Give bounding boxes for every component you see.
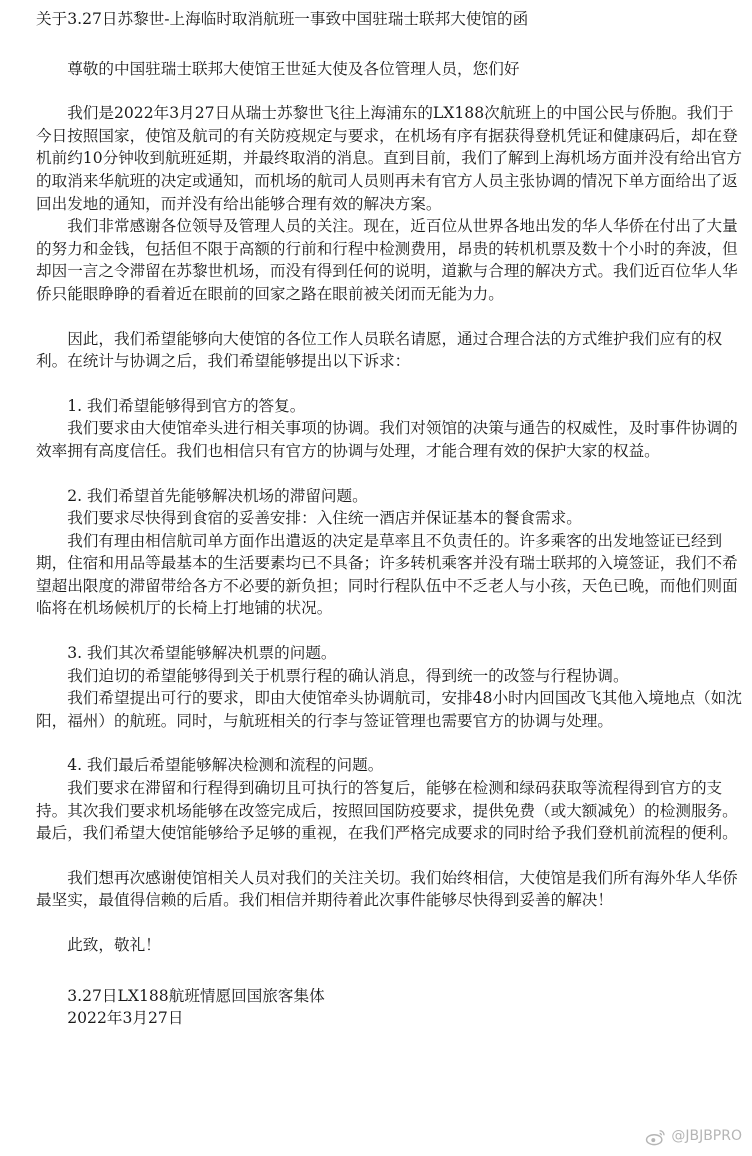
demand-2-heading: 2. 我们希望首先能够解决机场的滞留问题。 [67,486,368,505]
signature-date: 2022年3月27日 [67,1009,184,1028]
demand-1-heading: 1. 我们希望能够得到官方的答复。 [67,396,306,415]
intro-paragraph-1: 我们是2022年3月27日从瑞士苏黎世飞往上海浦东的LX188次航班上的中国公民与侨胞。我们于今日按照国家，使馆及航司的有关防疫规定与要求，在机场有序有据获得登机凭证和健康码后，却在登机前约10分钟收到航班延期，并最终取消的消息。直到目前，我们了解到上海机场方面并没有给出官方的取消来华航班的决定或通知，而机场的航司人员则再未有官方人员主张协调的情况下单方面给出了返回出发地的通知，而并没有给出能够合理有效的解决方案。 [36,104,742,213]
demand-2-paragraph-1: 我们要求尽快得到食宿的妥善安排：入住统一酒店并保证基本的餐食需求。 [67,509,582,528]
demand-3-heading: 3. 我们其次希望能够解决机票的问题。 [67,644,337,663]
watermark [645,1125,742,1148]
closing-regards: 此致，敬礼！ [67,936,161,954]
weibo-logo-icon [645,1128,667,1146]
demand-3-paragraph-1: 我们迫切的希望能够得到关于机票行程的确认消息，得到统一的改签与行程协调。 [67,666,629,685]
signature: 3.27日LX188航班情愿回国旅客集体 [67,986,325,1005]
letter-document [36,8,746,1030]
watermark-text: @JBJBPRO [671,1128,742,1145]
closing-paragraph: 我们想再次感谢使馆相关人员对我们的关注关切。我们始终相信，大使馆是我们所有海外华人华侨最坚实，最值得信赖的后盾。我们相信并期待着此次事件能够尽快得到妥善的解决！ [36,868,738,910]
letter-salutation: 尊敬的中国驻瑞士联邦大使馆王世延大使及各位管理人员，您们好 [67,59,520,78]
request-intro-paragraph: 因此，我们希望能够向大使馆的各位工作人员联名请愿，通过合理合法的方式维护我们应有的权利。在统计与协调之后，我们希望能够提出以下诉求： [36,329,723,371]
demand-1-paragraph-1: 我们要求由大使馆牵头进行相关事项的协调。我们对领馆的决策与通告的权威性，及时事件协调的效率拥有高度信任。我们也相信只有官方的协调与处理，才能合理有效的保护大家的权益。 [36,419,738,460]
letter-title: 关于3.27日苏黎世-上海临时取消航班一事致中国驻瑞士联邦大使馆的函 [36,10,529,28]
demand-4-paragraph-1: 我们要求在滞留和行程得到确切且可执行的答复后，能够在检测和绿码获取等流程得到官方的支持。其次我们要求机场能够在改签完成后，按照回国防疫要求，提供免费（或大额减免）的检测服务。最后，我们希望大使馆能够给予足够的重视，在我们严格完成要求的同时给予我们登机前流程的便利。 [36,779,738,843]
demand-4-heading: 4. 我们最后希望能够解决检测和流程的问题。 [67,756,384,775]
demand-3-paragraph-2: 我们希望提出可行的要求，即由大使馆牵头协调航司，安排48小时内回国改飞其他入境地点（如沈阳，福州）的航班。同时，与航班相关的行李与签证管理也需要官方的协调与处理。 [36,689,742,730]
intro-paragraph-2: 我们非常感谢各位领导及管理人员的关注。现在，近百位从世界各地出发的华人华侨在付出了大量的努力和金钱，包括但不限于高额的行前和行程中检测费用，昂贵的转机机票及数十个小时的奔波，但却因一言之令滞留在苏黎世机场，而没有得到任何的说明，道歉与合理的解决方式。我们近百位华人华侨只能眼睁睁的看着近在眼前的回家之路在眼前被关闭而无能为力。 [36,217,738,303]
demand-2-paragraph-2: 我们有理由相信航司单方面作出遣返的决定是草率且不负责任的。许多乘客的出发地签证已经到期，住宿和用品等最基本的生活要素均已不具备；许多转机乘客并没有瑞士联邦的入境签证，我们不希望超出限度的滞留带给各方不必要的新负担；同时行程队伍中不乏老人与小孩，天色已晚，而他们则面临将在机场候机厅的长椅上打地铺的状况。 [36,531,738,618]
